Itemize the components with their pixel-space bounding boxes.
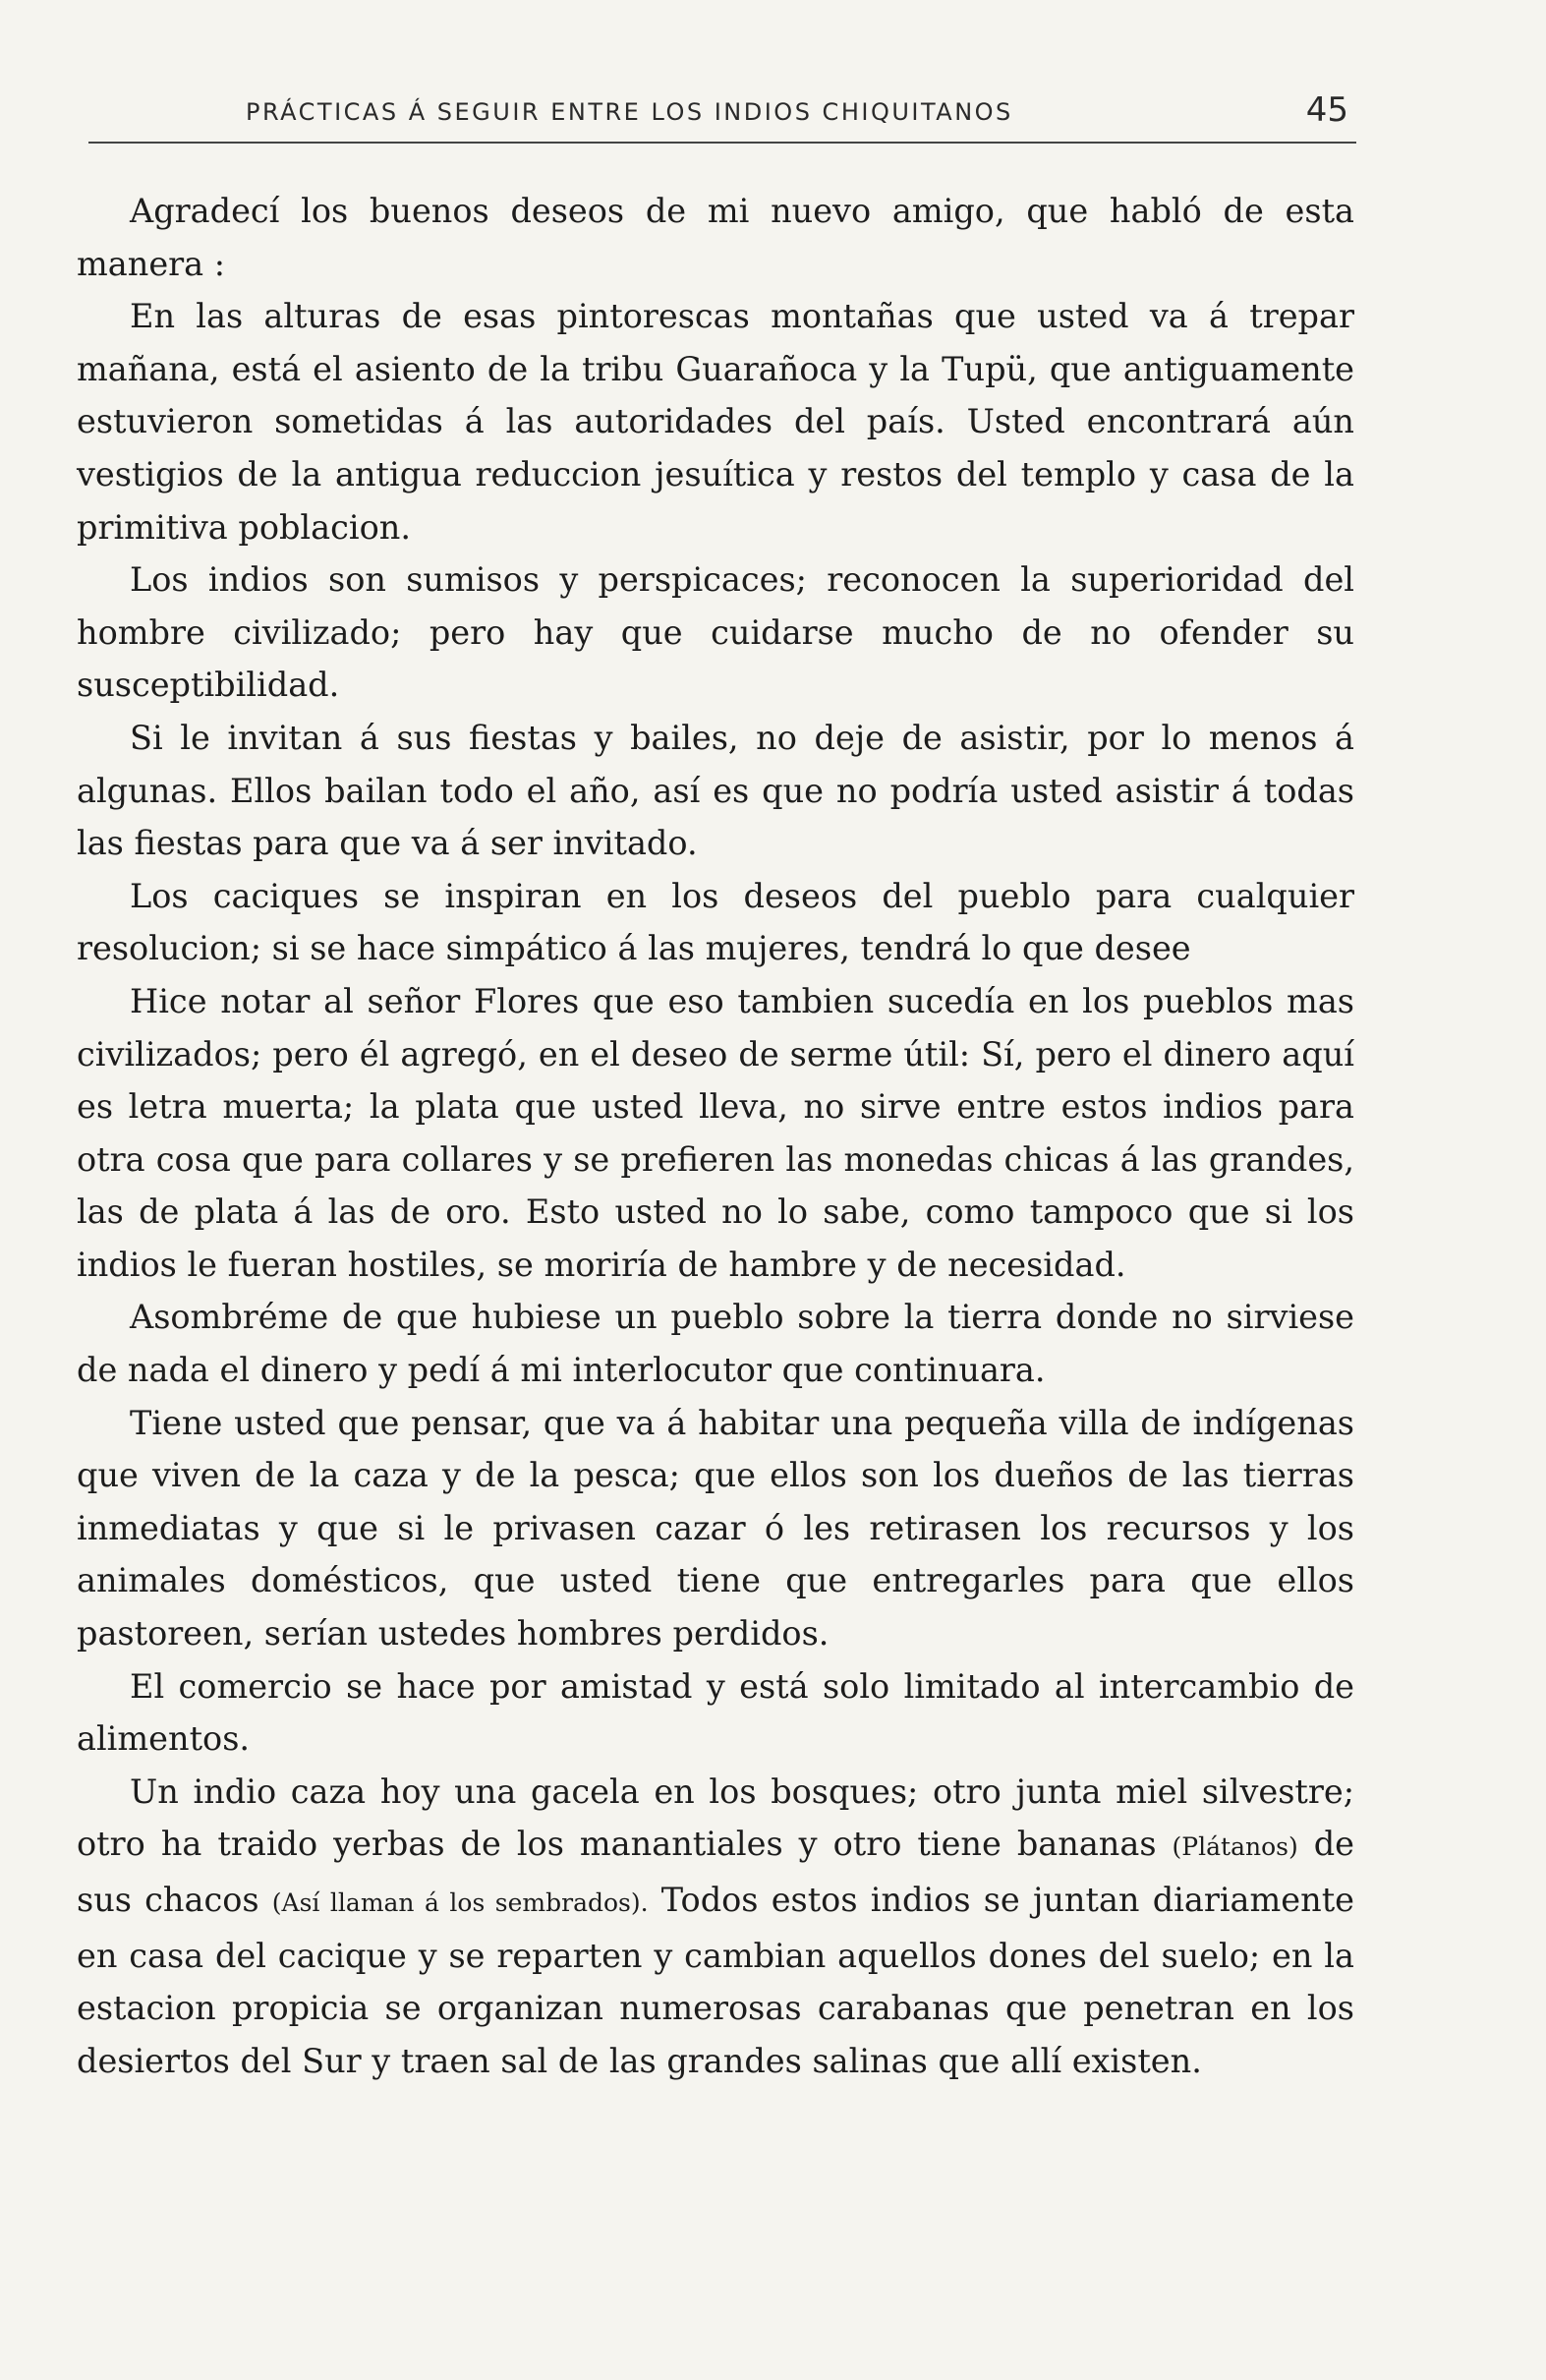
paragraph: Los indios son sumisos y perspicaces; reconocen la superioridad del hombre civilizado; pero hay que cuidarse mucho de no ofender su susceptibilidad. bbox=[77, 560, 1354, 705]
paragraph-last bbox=[77, 1766, 1354, 2088]
paragraph: Asombréme de que hubiese un pueblo sobre la tierra donde no sirviese de nada el dinero y pedí á mi interlocutor que continuara. bbox=[77, 1298, 1354, 1390]
body-text bbox=[77, 185, 1354, 2087]
paragraph-text: Todos estos indios se juntan diariamente en casa del cacique y se reparten y cambian aquellos dones del suelo; en la estacion propicia se organizan numerosas carabanas que penetran en los desiertos del Sur y traen sal de las grandes salinas que allí existen. bbox=[77, 1881, 1354, 2080]
paragraph: El comercio se hace por amistad y está solo limitado al intercambio de alimentos. bbox=[77, 1666, 1354, 1759]
paragraph-text: de sus chacos bbox=[77, 1825, 1354, 1919]
paragraph: Si le invitan á sus fiestas y bailes, no deje de asistir, por lo menos á algunas. Ellos bailan todo el año, así es que no podría usted asistir á todas las fiestas para que va á ser invitado. bbox=[77, 718, 1354, 863]
parenthetical-note: (Así llaman á los sembrados). bbox=[271, 1888, 649, 1917]
paragraph: Los caciques se inspiran en los deseos del pueblo para cualquier resolucion; si se hace simpático á las mujeres, tendrá lo que desee bbox=[77, 876, 1354, 968]
paragraph-text: Un indio caza hoy una gacela en los bosques; otro junta miel silvestre; otro ha traido yerbas de los manantiales y otro tiene bananas bbox=[77, 1771, 1354, 1864]
running-title: PRÁCTICAS Á SEGUIR ENTRE LOS INDIOS CHIQUITANOS bbox=[246, 98, 1013, 126]
paragraph: Agradecí los buenos deseos de mi nuevo amigo, que habló de esta manera : bbox=[77, 192, 1354, 283]
parenthetical-note: (Plátanos) bbox=[1172, 1832, 1298, 1862]
page-number: 45 bbox=[1305, 90, 1348, 130]
paragraph: Tiene usted que pensar, que va á habitar una pequeña villa de indígenas que viven de la caza y de la pesca; que ellos son los dueños de las tierras inmediatas y que si le privasen cazar ó les retirasen los recursos y los animales domésticos, que usted tiene que entregarles para que ellos pastoreen, serían ustedes hombres perdidos. bbox=[77, 1403, 1354, 1654]
page-header bbox=[88, 87, 1356, 144]
paragraph: Hice notar al señor Flores que eso tambien sucedía en los pueblos mas civilizados; pero él agregó, en el deseo de serme útil: Sí, pero el dinero aquí es letra muerta; la plata que usted lleva, no sirve entre estos indios para otra cosa que para collares y se prefieren las monedas chicas á las grandes, las de plata á las de oro. Esto usted no lo sabe, como tampoco que si los indios le fueran hostiles, se moriría de hambre y de necesidad. bbox=[77, 981, 1354, 1284]
paragraph: En las alturas de esas pintorescas montañas que usted va á trepar mañana, está el asiento de la tribu Guarañoca y la Tupü, que antiguamente estuvieron sometidas á las autoridades del país. Usted encontrará aún vestigios de la antigua reduccion jesuítica y restos del templo y casa de la primitiva poblacion. bbox=[77, 297, 1354, 547]
